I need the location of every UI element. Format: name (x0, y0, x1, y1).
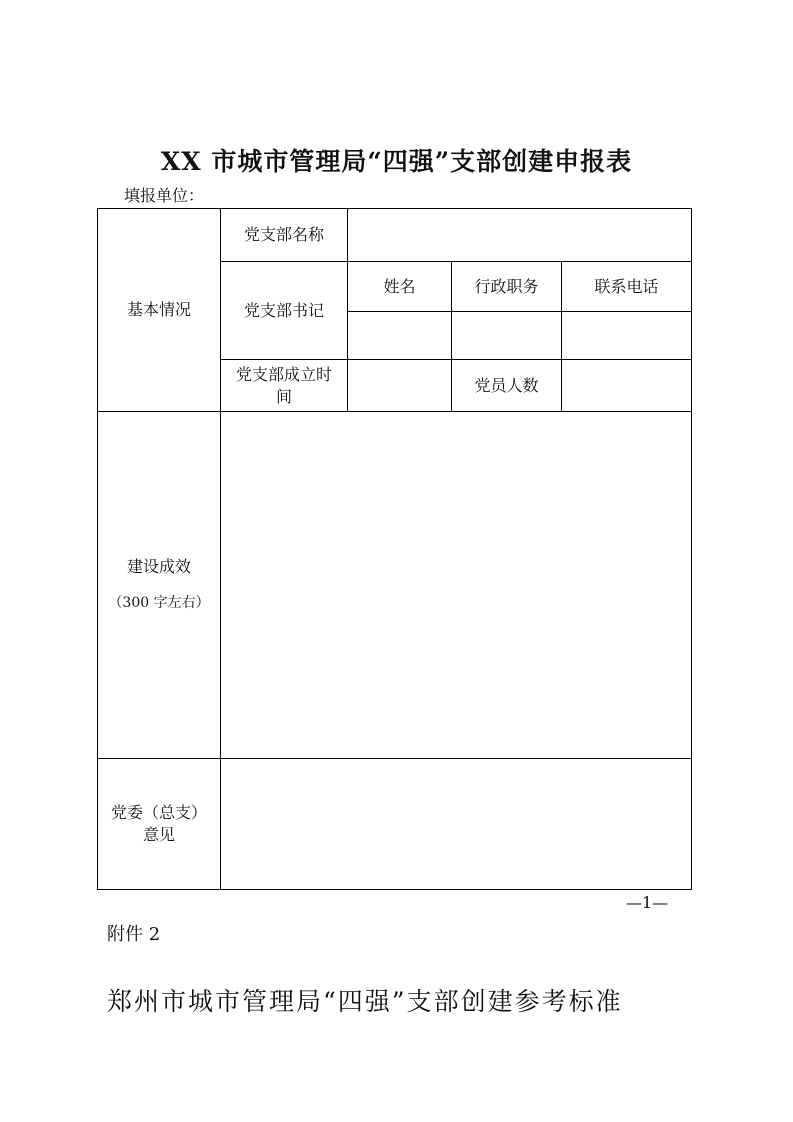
secretary-position-field[interactable] (452, 312, 562, 360)
established-date-label-line1: 党支部成立时 (235, 364, 332, 384)
phone-column-header: 联系电话 (562, 262, 692, 312)
established-date-label (221, 360, 348, 412)
page-number: —1— (626, 893, 669, 912)
members-count-field[interactable] (562, 360, 692, 412)
committee-opinion-line1: 党委（总支） (110, 803, 207, 822)
achievements-label-cell (98, 412, 221, 759)
committee-opinion-line2: 意见 (142, 825, 175, 844)
basic-info-label: 基本情况 (98, 209, 221, 412)
achievements-label: 建设成效 (126, 557, 191, 576)
secretary-name-field[interactable] (348, 312, 452, 360)
established-date-field[interactable] (348, 360, 452, 412)
committee-opinion-label (98, 759, 221, 890)
members-count-label: 党员人数 (452, 360, 562, 412)
achievements-field[interactable] (221, 412, 692, 759)
secretary-phone-field[interactable] (562, 312, 692, 360)
document-title: XX 市城市管理局“四强”支部创建申报表 (160, 147, 633, 176)
branch-name-label: 党支部名称 (221, 209, 348, 262)
fill-unit-label: 填报单位： (124, 186, 205, 205)
achievements-note: （300 字左右） (108, 595, 210, 611)
reference-standard-title: 郑州市城市管理局“四强”支部创建参考标准 (107, 987, 623, 1016)
name-column-header: 姓名 (348, 262, 452, 312)
attachment-label: 附件 2 (107, 924, 161, 945)
position-column-header: 行政职务 (452, 262, 562, 312)
application-form-table (97, 208, 692, 890)
committee-opinion-field[interactable] (221, 759, 692, 890)
secretary-label: 党支部书记 (221, 262, 348, 360)
branch-name-field[interactable] (348, 209, 692, 262)
established-date-label-line2: 间 (275, 386, 292, 406)
